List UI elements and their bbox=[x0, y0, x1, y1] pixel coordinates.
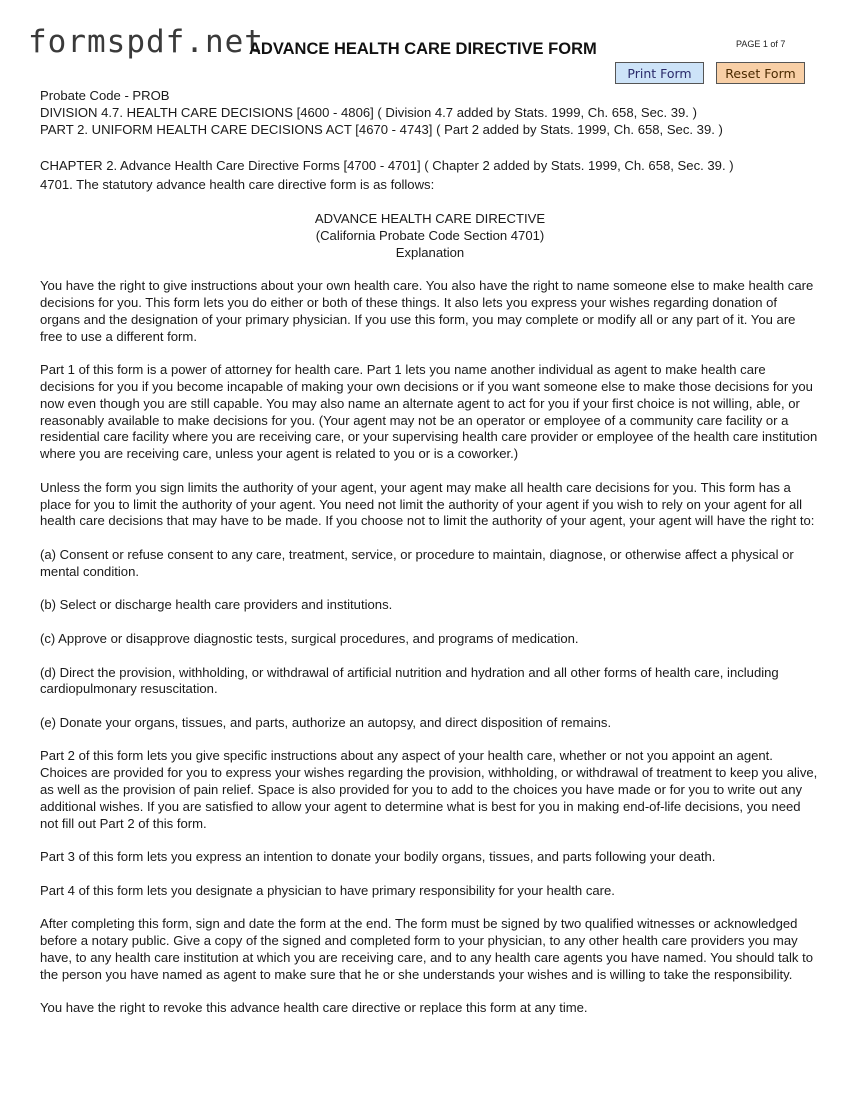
explanation-heading: Explanation bbox=[395, 244, 465, 260]
document-body bbox=[40, 88, 820, 1017]
paragraph-part4: Part 4 of this form lets you designate a physician to have primary responsibility for your health care. bbox=[40, 882, 615, 898]
reset-form-button[interactable]: Reset Form bbox=[716, 62, 805, 84]
paragraph-revoke: You have the right to revoke this advance health care directive or replace this form at any time. bbox=[40, 1000, 588, 1016]
print-form-button[interactable]: Print Form bbox=[615, 62, 704, 84]
list-item-a: (a) Consent or refuse consent to any care, treatment, service, or procedure to maintain, diagnose, or otherwise affect a physical or mental condition. bbox=[40, 546, 794, 579]
paragraph-rights: You have the right to give instructions about your own health care. You also have the right to name someone else to make health care decisions for you. This form lets you do either or both of these things. It also lets you express your wishes regarding donation of organs and the designation of your primary physician. If you use this form, you may complete or modify all or any part of it. You are free to use a different form. bbox=[40, 278, 814, 344]
paragraph-part3: Part 3 of this form lets you express an intention to donate your bodily organs, tissues, and parts following your death. bbox=[40, 849, 716, 865]
paragraph-part1: Part 1 of this form is a power of attorney for health care. Part 1 lets you name another individual as agent to make health care decisions for you if you become incapable of making your own decisions or if you want someone else to make those decisions for you now even though you are still capable. You may also name an alternate agent to act for you if your first choice is not willing, able, or reasonably available to make decisions for you. (Your agent may not be an operator or employee of a community care facility or a residential care facility where you are receiving care, or your supervising health care provider or employee of the health care institution where you are receiving care, unless your agent is related to you or is a coworker.) bbox=[40, 362, 818, 462]
form-subheading: (California Probate Code Section 4701) bbox=[315, 227, 545, 243]
list-item-c: (c) Approve or disapprove diagnostic tests, surgical procedures, and programs of medication. bbox=[40, 630, 579, 646]
paragraph-part2: Part 2 of this form lets you give specific instructions about any aspect of your health care, whether or not you appoint an agent. Choices are provided for you to express your wishes regarding the provision, withholding, or withdrawal of treatment to keep you alive, as well as the provision of pain relief. Space is also provided for you to add to the choices you have made or for you to write out any additional wishes. If you are satisfied to allow your agent to determine what is best for you in making end-of-life decisions, you need not fill out Part 2 of this form. bbox=[40, 748, 818, 831]
list-item-e: (e) Donate your organs, tissues, and parts, authorize an autopsy, and direct disposition of remains. bbox=[40, 714, 612, 730]
paragraph-agent-authority: Unless the form you sign limits the authority of your agent, your agent may make all health care decisions for you. This form has a place for you to limit the authority of your agent. You need not limit the authority of your agent if you wish to rely on your agent for all health care decisions that may have to be made. If you choose not to limit the authority of your agent, your agent will have the right to: bbox=[40, 479, 815, 529]
list-item-d: (d) Direct the provision, withholding, or withdrawal of artificial nutrition and hydration and all other forms of health care, including cardiopulmonary resuscitation. bbox=[40, 664, 779, 697]
paragraph-completion: After completing this form, sign and date the form at the end. The form must be signed by two qualified witnesses or acknowledged before a notary public. Give a copy of the signed and completed form to your physician, to any other health care providers you may have, to any health care institution at which you are receiving care, and to any health care agents you have named. You should talk to the person you have named as agent to make sure that he or she understands your wishes and is willing to take the responsibility. bbox=[40, 916, 814, 982]
page-number: PAGE 1 of 7 bbox=[736, 39, 786, 49]
code-reference: Probate Code - PROB bbox=[40, 88, 170, 103]
document-title: ADVANCE HEALTH CARE DIRECTIVE FORM bbox=[249, 40, 597, 58]
list-item-b: (b) Select or discharge health care providers and institutions. bbox=[40, 597, 393, 613]
division-reference: DIVISION 4.7. HEALTH CARE DECISIONS [4600 - 4806] ( Division 4.7 added by Stats. 1999, Ch. 658, Sec. 39. ) bbox=[40, 104, 697, 120]
chapter-reference: CHAPTER 2. Advance Health Care Directive Forms [4700 - 4701] ( Chapter 2 added by Stats. 1999, Ch. 658, Sec. 39. ) bbox=[40, 158, 734, 174]
part-reference: PART 2. UNIFORM HEALTH CARE DECISIONS ACT [4670 - 4743] ( Part 2 added by Stats. 1999, Ch. 658, Sec. 39. ) bbox=[40, 121, 723, 137]
form-heading: ADVANCE HEALTH CARE DIRECTIVE bbox=[314, 210, 546, 226]
site-watermark: formspdf.net bbox=[28, 24, 264, 60]
section-intro: 4701. The statutory advance health care directive form is as follows: bbox=[40, 177, 435, 193]
